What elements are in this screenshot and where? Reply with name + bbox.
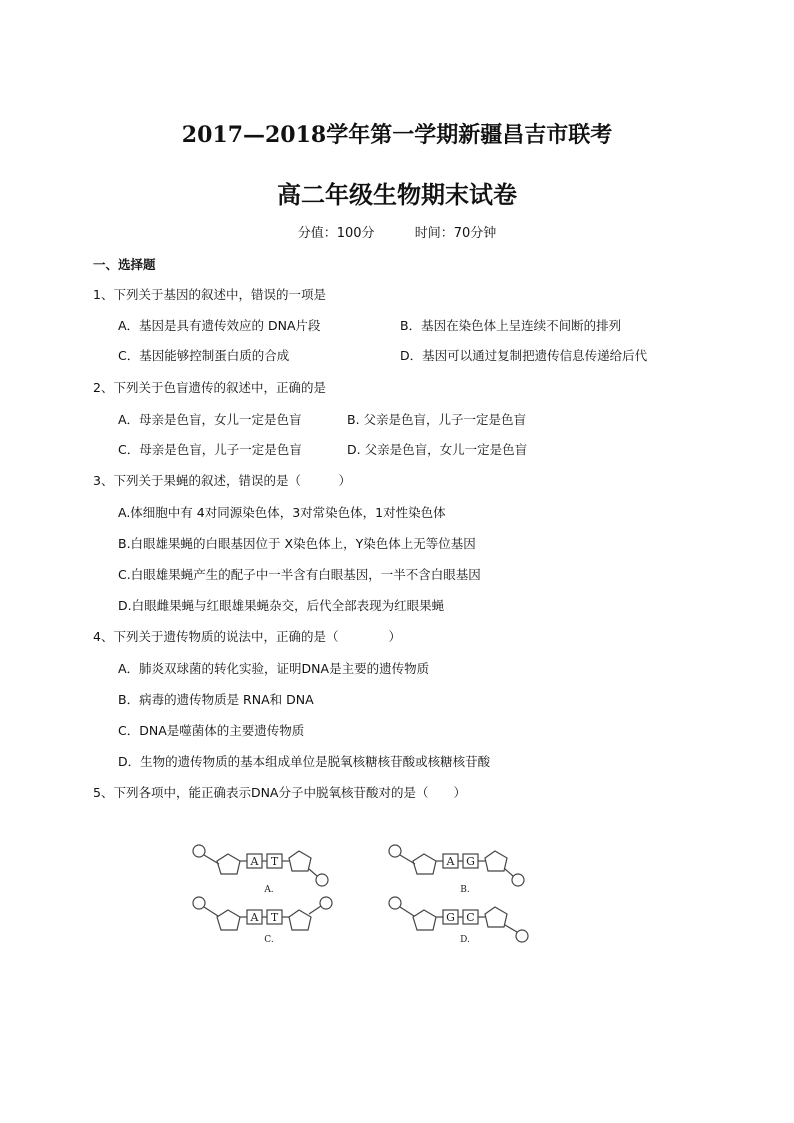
question-1-stem: 1、下列关于基因的叙述中，错误的一项是 — [93, 287, 326, 302]
question-2-option-a: A．母亲是色盲，女儿一定是色盲 — [118, 412, 302, 427]
panel-b-label: B. — [460, 885, 470, 895]
question-4-option-c: C．DNA是噬菌体的主要遗传物质 — [118, 723, 305, 738]
question-2-stem: 2、下列关于色盲遗传的叙述中，正确的是 — [93, 380, 326, 395]
question-3-option-d: D.白眼雌果蝇与红眼雄果蝇杂交，后代全部表现为红眼果蝇 — [118, 598, 445, 613]
panel-a-label: A. — [264, 885, 274, 895]
panel-a-base-2: T — [270, 855, 279, 868]
question-4-option-a: A．肺炎双球菌的转化实验，证明DNA是主要的遗传物质 — [118, 661, 430, 676]
question-2-option-c: C．母亲是色盲，儿子一定是色盲 — [118, 442, 302, 457]
figure-panel-d — [389, 897, 528, 945]
panel-d-label: D. — [460, 935, 470, 945]
panel-d-base-2: C — [466, 911, 475, 924]
figure-panel-c — [193, 897, 332, 945]
figure-panel-a — [193, 845, 328, 895]
section-heading: 一、选择题 — [93, 257, 156, 272]
question-4-option-d: D．生物的遗传物质的基本组成单位是脱氧核糖核苷酸或核糖核苷酸 — [118, 754, 491, 769]
nucleotide-pair-figure — [185, 836, 555, 948]
question-1-option-a: A．基因是具有遗传效应的 DNA片段 — [118, 318, 321, 333]
figure-panel-b — [389, 845, 524, 895]
question-4-stem: 4、下列关于遗传物质的说法中，正确的是（ ） — [93, 629, 401, 644]
question-2-option-b: B. 父亲是色盲，儿子一定是色盲 — [347, 412, 527, 427]
panel-b-base-2: G — [466, 855, 475, 868]
panel-b-base-1: A — [446, 855, 455, 868]
question-5-stem: 5、下列各项中，能正确表示DNA分子中脱氧核苷酸对的是（ ） — [93, 785, 466, 800]
question-3-option-a: A.体细胞中有 4对同源染色体，3对常染色体，1对性染色体 — [118, 505, 446, 520]
score-text: 分值：100分 — [297, 226, 375, 241]
panel-c-label: C. — [264, 935, 274, 945]
panel-c-base-2: T — [270, 911, 279, 924]
question-1-option-c: C．基因能够控制蛋白质的合成 — [118, 348, 290, 363]
question-3-option-c: C.白眼雄果蝇产生的配子中一半含有白眼基因，一半不含白眼基因 — [118, 567, 481, 582]
time-text: 时间：70分钟 — [414, 226, 497, 241]
exam-subtitle: 高二年级生物期末试卷 — [277, 180, 517, 209]
question-4-option-b: B．病毒的遗传物质是 RNA和 DNA — [118, 692, 314, 707]
question-1-option-b: B．基因在染色体上呈连续不间断的排列 — [400, 318, 622, 333]
question-3-option-b: B.白眼雄果蝇的白眼基因位于 X染色体上，Y染色体上无等位基因 — [118, 536, 476, 551]
panel-a-base-1: A — [250, 855, 259, 868]
question-2-option-d: D. 父亲是色盲，女儿一定是色盲 — [347, 442, 528, 457]
question-1-option-d: D．基因可以通过复制把遗传信息传递给后代 — [400, 348, 648, 363]
exam-meta — [0, 222, 794, 241]
question-3-stem: 3、下列关于果蝇的叙述，错误的是（ ） — [93, 473, 351, 488]
panel-d-base-1: G — [446, 911, 455, 924]
panel-c-base-1: A — [250, 911, 259, 924]
exam-title: 2017—2018学年第一学期新疆昌吉市联考 — [181, 122, 613, 148]
